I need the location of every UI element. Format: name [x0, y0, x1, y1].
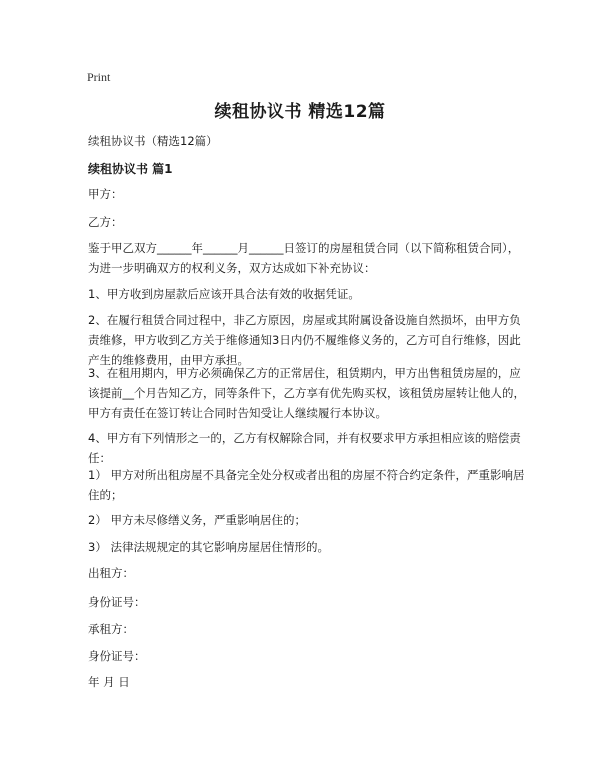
date-label: 年 月 日	[88, 675, 130, 689]
party-b-label: 乙方：	[88, 215, 123, 229]
sub-clause-1: 1） 甲方对所出租房屋不具备完全处分权或者出租的房屋不符合约定条件，严重影响居住的；	[88, 468, 525, 502]
lessee-id-label: 身份证号：	[88, 649, 146, 663]
print-link[interactable]: Print	[87, 70, 111, 84]
sub-clause-2: 2） 甲方未尽修缮义务，严重影响居住的；	[88, 513, 306, 527]
lessee-label: 承租方：	[88, 622, 134, 636]
intro-paragraph: 鉴于甲乙双方______年______月______日签订的房屋租赁合同（以下简称租赁合同），为进一步明确双方的权利义务，双方达成如下补充协议：	[88, 241, 520, 275]
page-title: 续租协议书 精选12篇	[214, 102, 386, 122]
document-subtitle: 续租协议书（精选12篇）	[88, 134, 218, 148]
lessor-label: 出租方：	[88, 566, 134, 580]
party-a-label: 甲方：	[88, 187, 123, 201]
clause-3: 3、在租用期内，甲方必须确保乙方的正常居住，租赁期内，甲方出售租赁房屋的，应该提前__个月告知乙方，同等条件下，乙方享有优先购买权，该租赁房屋转让他人的，甲方有责任在签订转让合同时告知受让人继续履行本协议。	[88, 366, 525, 420]
clause-1: 1、甲方收到房屋款后应该开具合法有效的收据凭证。	[88, 287, 360, 301]
clause-2: 2、在履行租赁合同过程中，非乙方原因，房屋或其附属设备设施自然损坏，由甲方负责维修，甲方收到乙方关于维修通知3日内仍不履维修义务的，乙方可自行维修，因此产生的维修费用，由甲方承担。	[88, 313, 521, 367]
lessor-id-label: 身份证号：	[88, 595, 146, 609]
sub-clause-3: 3） 法律法规规定的其它影响房屋居住情形的。	[88, 540, 329, 554]
section-heading: 续租协议书 篇1	[88, 162, 173, 176]
clause-4: 4、甲方有下列情形之一的，乙方有权解除合同，并有权要求甲方承担相应该的赔偿责任：	[88, 431, 521, 465]
